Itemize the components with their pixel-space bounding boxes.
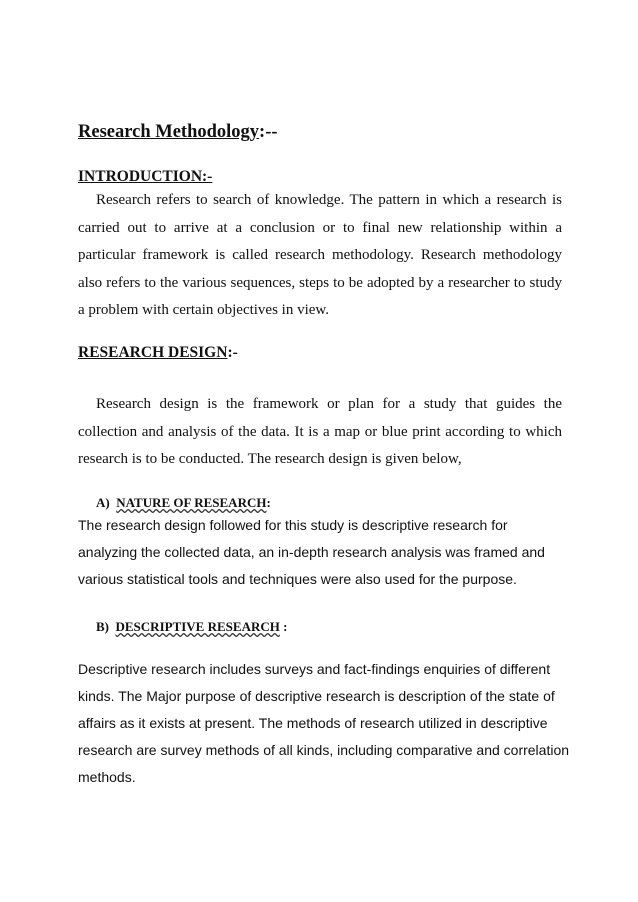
nature-heading-suffix: : — [266, 495, 271, 510]
research-design-heading-text: RESEARCH DESIGN — [78, 344, 228, 361]
title-suffix: :-- — [259, 122, 278, 142]
document-title — [78, 122, 278, 143]
descriptive-line: methods. — [78, 769, 136, 785]
nature-of-research-heading — [96, 495, 271, 511]
introduction-paragraph: Research refers to search of knowledge. The pattern in which a research is carried out to arrive at a conclusion or to final new relationship within a particular framework is called research methodology. Research methodology also refers to the various sequences, steps to be adopted by a researcher to study a problem with certain objectives in view. — [78, 192, 562, 319]
list-marker-b: B) — [96, 619, 109, 634]
descriptive-line: Descriptive research includes surveys and fact-findings enquiries of different — [78, 661, 551, 677]
list-marker-a: A) — [96, 495, 110, 510]
descriptive-heading-text: DESCRIPTIVE RESEARCH — [115, 619, 280, 634]
nature-line: various statistical tools and techniques were also used for the purpose. — [78, 571, 517, 587]
nature-heading-text: NATURE OF RESEARCH — [116, 495, 267, 510]
descriptive-heading-suffix: : — [279, 619, 288, 634]
nature-line: analyzing the collected data, an in-depth research analysis was framed and — [78, 544, 545, 560]
descriptive-research-heading — [96, 619, 287, 635]
descriptive-line: research are survey methods of all kinds, including comparative and correlation — [78, 742, 570, 758]
research-design-paragraph: Research design is the framework or plan for a study that guides the collection and analysis of the data. It is a map or blue print according to which research is to be conducted. The research design is given below, — [78, 396, 562, 468]
introduction-heading: INTRODUCTION:- — [78, 168, 213, 185]
descriptive-research-paragraph — [78, 656, 569, 791]
nature-line: The research design followed for this study is descriptive research for — [78, 517, 508, 533]
title-text: Research Methodology — [78, 122, 260, 142]
descriptive-line: affairs as it exists at present. The methods of research utilized in descriptive — [78, 715, 548, 731]
nature-of-research-paragraph — [78, 512, 545, 593]
descriptive-line: kinds. The Major purpose of descriptive research is description of the state of — [78, 688, 555, 704]
research-design-heading — [78, 344, 238, 362]
research-design-heading-suffix: :- — [227, 344, 238, 361]
